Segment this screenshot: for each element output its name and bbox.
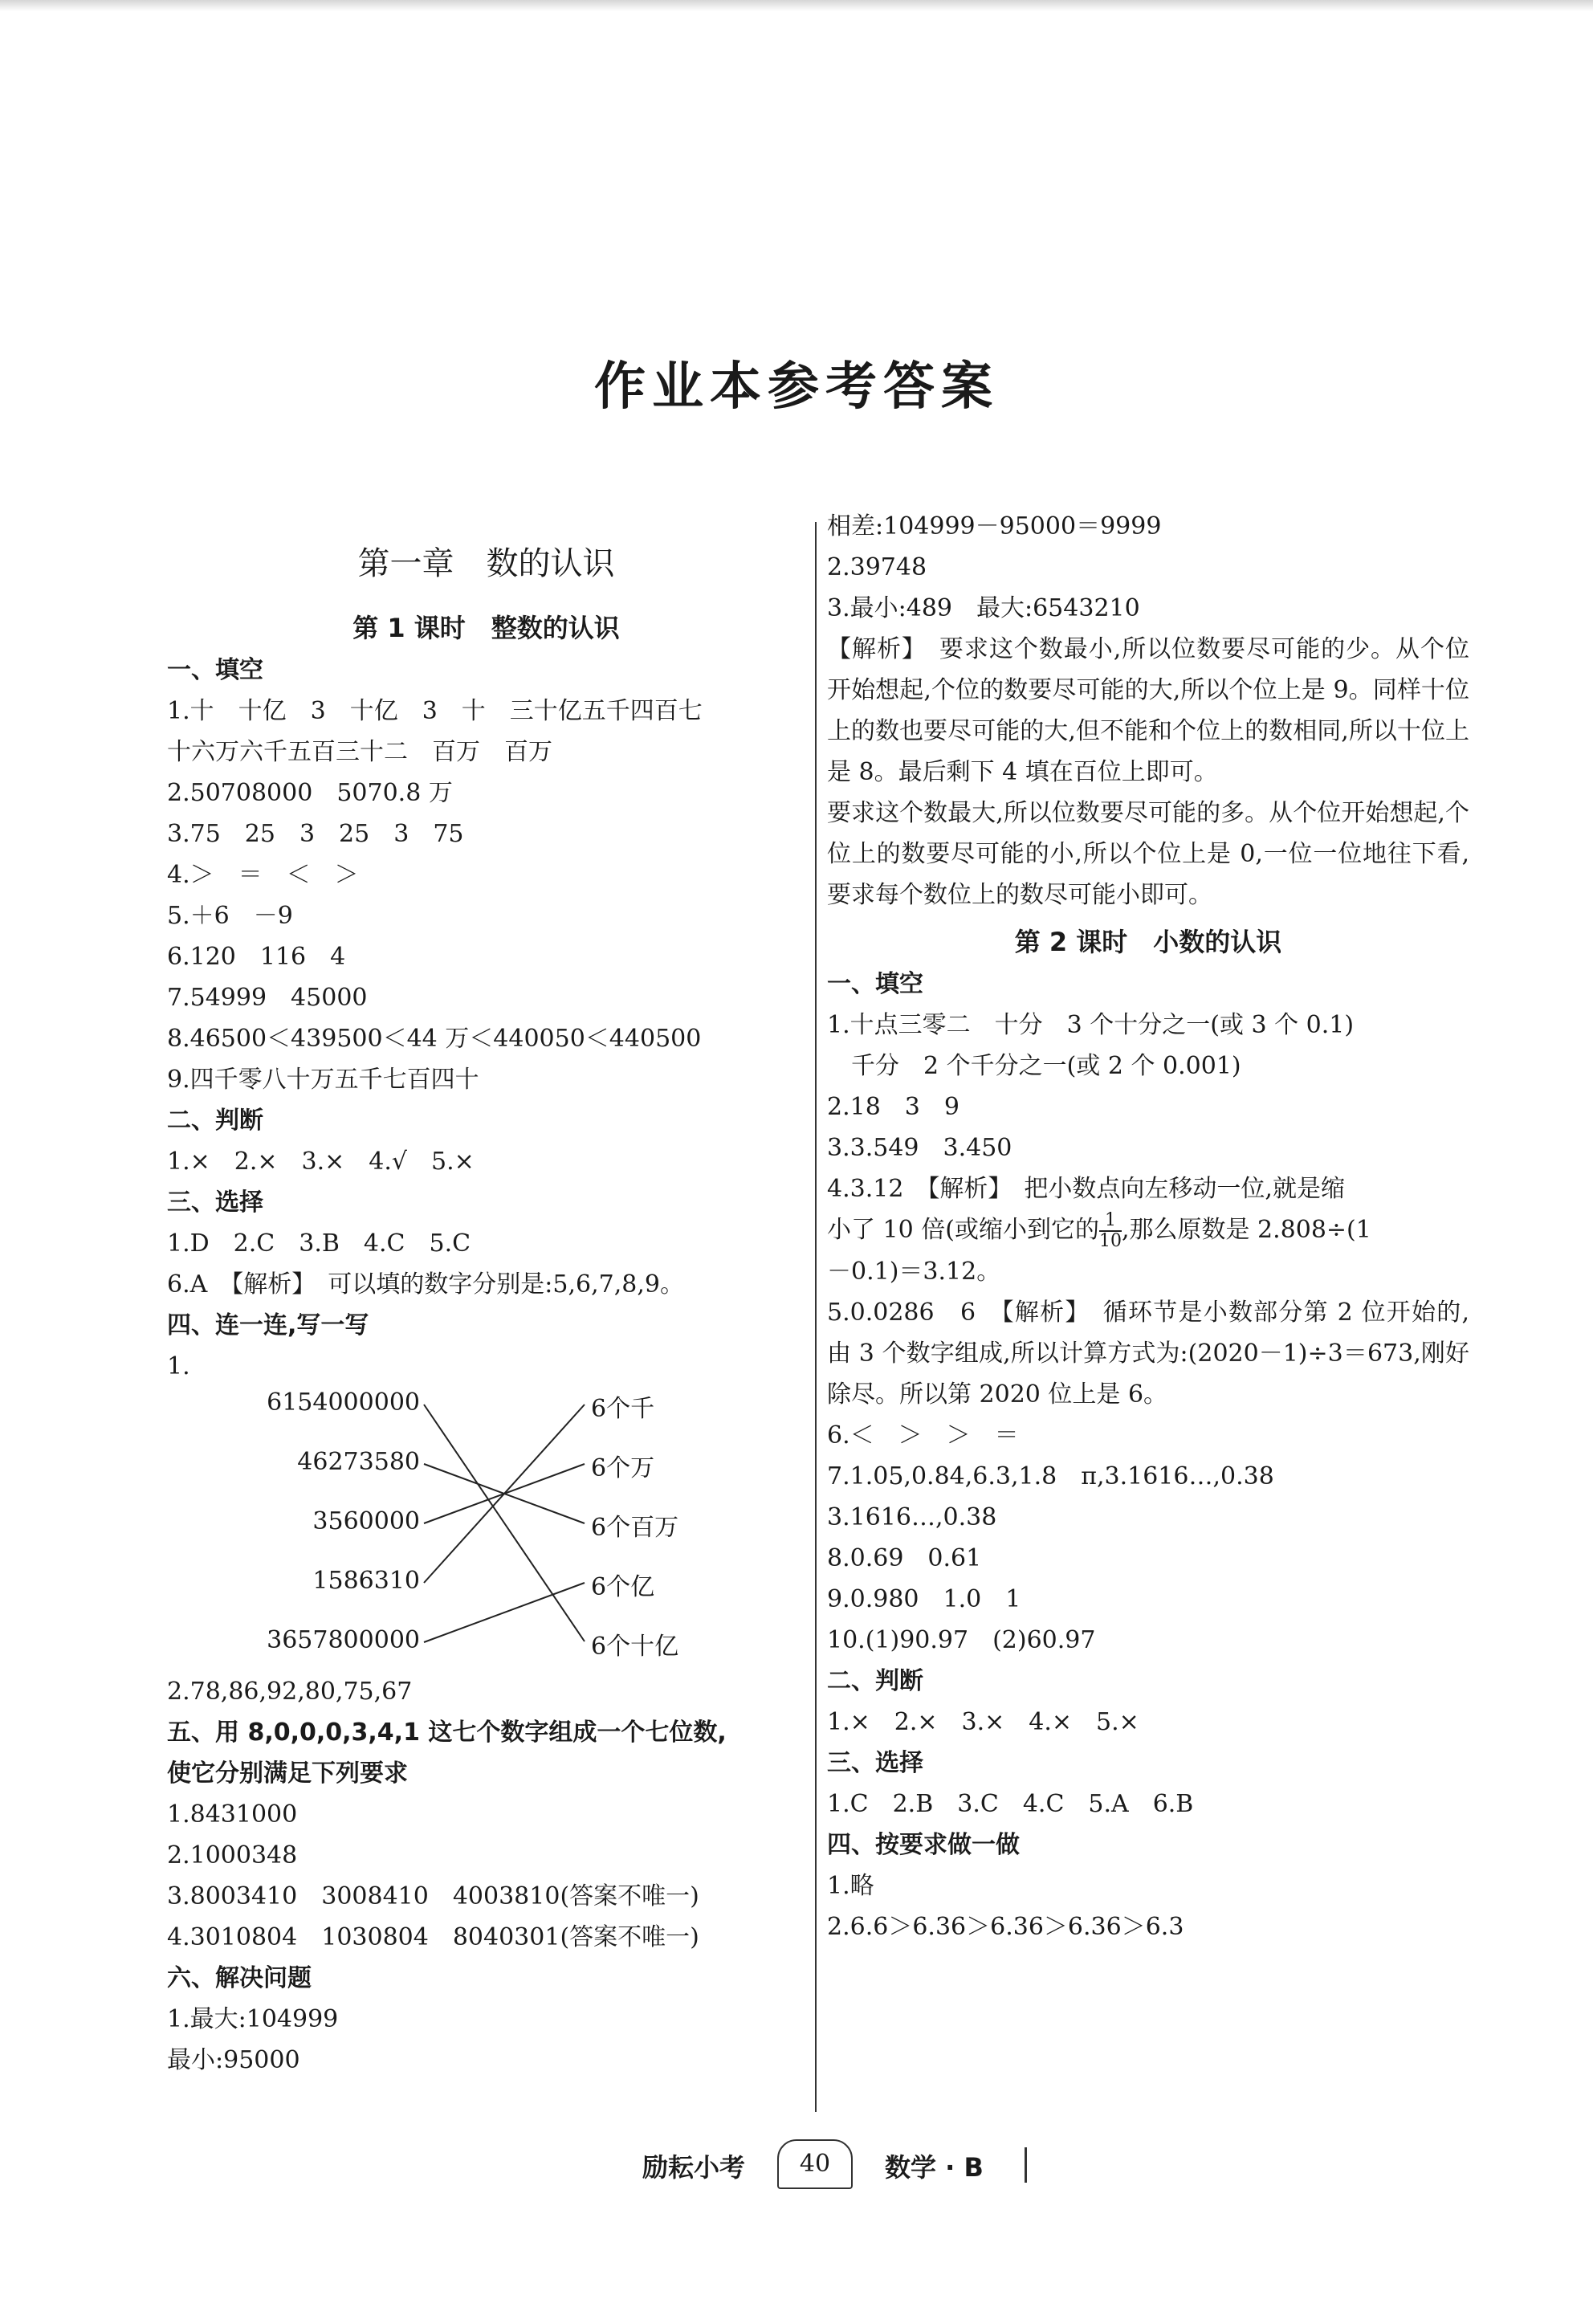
answer-line: 1.十 十亿 3 十亿 3 十 三十亿五千四百七: [167, 697, 703, 725]
section-choice: 三、选择: [167, 1189, 263, 1217]
section-choice: 三、选择: [827, 1749, 923, 1777]
footer-brand: 励耘小考: [642, 2152, 746, 2183]
answer-line: 2.39748: [827, 553, 927, 581]
section-solve: 六、解决问题: [167, 1964, 312, 1992]
answer-line-fraction: [827, 1209, 1469, 1251]
answer-line: 1.: [167, 1352, 190, 1380]
answer-line: 2.50708000 5070.8 万: [167, 779, 453, 807]
section-do-as-required: 四、按要求做一做: [827, 1831, 1020, 1859]
match-right-item: 6个十亿: [591, 1633, 679, 1661]
chapter-title: 第一章 数的认识: [357, 545, 615, 582]
answer-line: 9.四千零八十万五千七百四十: [167, 1066, 479, 1094]
match-line: [424, 1405, 585, 1641]
section-judge: 二、判断: [827, 1667, 923, 1695]
matching-diagram: [167, 1388, 805, 1670]
match-left-item: 3657800000: [267, 1626, 420, 1654]
match-line: [424, 1583, 585, 1642]
answer-line: 1.十点三零二 十分 3 个十分之一(或 3 个 0.1): [827, 1011, 1355, 1039]
answer-line: 9.0.980 1.0 1: [827, 1585, 1021, 1613]
answer-line: 1.× 2.× 3.× 4.√ 5.×: [167, 1148, 475, 1176]
answer-line: 8.46500＜439500＜44 万＜440050＜440500: [167, 1025, 702, 1053]
answer-line: 2.78,86,92,80,75,67: [167, 1678, 413, 1706]
section-judge: 二、判断: [167, 1107, 263, 1135]
answer-line: 2.6.6＞6.36＞6.36＞6.36＞6.3: [827, 1913, 1184, 1941]
section-compose-number-cont: 使它分别满足下列要求: [167, 1759, 408, 1788]
answer-line: 3.3.549 3.450: [827, 1134, 1012, 1162]
section-matching: 四、连一连,写一写: [167, 1311, 369, 1339]
text-segment: 小了 10 倍(或缩小到它的: [827, 1216, 1099, 1244]
section-fill-blank: 一、填空: [167, 656, 263, 684]
answer-paragraph: 5.0.0286 6 【解析】 循环节是小数部分第 2 位开始的,由 3 个数字组成,所以计算方式为:(2020－1)÷3＝673,刚好除尽。所以第 2020 位上是 6。: [827, 1299, 1469, 1409]
answer-line: 7.1.05,0.84,6.3,1.8 π,3.1616…,0.38: [827, 1462, 1274, 1490]
footer-subject: 数学 · B: [885, 2152, 984, 2183]
answer-line: 1.C 2.B 3.C 4.C 5.A 6.B: [827, 1790, 1194, 1818]
match-right-item: 6个千: [591, 1395, 655, 1423]
match-left-item: 46273580: [297, 1448, 420, 1476]
answer-line: 4.3.12 【解析】 把小数点向左移动一位,就是缩: [827, 1175, 1345, 1203]
answer-line: 1.略: [827, 1872, 874, 1900]
answer-line: 7.54999 45000: [167, 984, 368, 1012]
answer-line: 1.D 2.C 3.B 4.C 5.C: [167, 1229, 471, 1258]
page-title: 作业本参考答案: [594, 357, 999, 417]
answer-line: 1.8431000: [167, 1800, 298, 1829]
answer-line: 10.(1)90.97 (2)60.97: [827, 1626, 1096, 1654]
answer-line: 8.0.69 0.61: [827, 1544, 982, 1572]
answer-line: 6.＜ ＞ ＞ ＝: [827, 1421, 1019, 1449]
page-number: 40: [777, 2139, 853, 2189]
answer-line: 3.8003410 3008410 4003810(答案不唯一): [167, 1882, 699, 1910]
fraction-numerator: 1: [1099, 1211, 1122, 1232]
footer-rule: [1025, 2147, 1027, 2183]
analysis-paragraph: 【解析】 要求这个数最小,所以位数要尽可能的少。从个位开始想起,个位的数要尽可能的大,所以个位上是 9。同样十位上的数也要尽可能的大,但不能和个位上的数相同,所以十位上是 8。最后剩下 4 填在百位上即可。: [827, 635, 1469, 786]
answer-line: 4.3010804 1030804 8040301(答案不唯一): [167, 1923, 699, 1951]
top-edge-shading: [0, 0, 1593, 11]
lesson-1-title: 第 1 课时 整数的认识: [352, 613, 620, 643]
answer-line: 2.1000348: [167, 1841, 298, 1869]
answer-line: 最小:95000: [167, 2046, 300, 2074]
match-right-item: 6个亿: [591, 1573, 655, 1601]
answer-line: 3.75 25 3 25 3 75: [167, 820, 464, 848]
section-fill-blank: 一、填空: [827, 970, 923, 998]
page-footer: [0, 2136, 1593, 2200]
fraction-denominator: 10: [1098, 1231, 1122, 1251]
match-line: [424, 1405, 585, 1583]
left-column: [167, 506, 805, 2081]
answer-line: －0.1)＝3.12。: [827, 1258, 1001, 1286]
text-segment: ,那么原数是 2.808÷(1: [1121, 1216, 1371, 1244]
matching-lines: [167, 1388, 805, 1670]
answer-line: 1.× 2.× 3.× 4.× 5.×: [827, 1708, 1139, 1736]
match-right-item: 6个万: [591, 1454, 655, 1482]
section-compose-number: 五、用 8,0,0,0,3,4,1 这七个数字组成一个七位数,: [167, 1719, 727, 1747]
match-left-item: 1586310: [312, 1567, 420, 1595]
answer-line: 3.1616…,0.38: [827, 1503, 997, 1531]
fraction: [1099, 1211, 1122, 1251]
answer-line: 4.＞ ＝ ＜ ＞: [167, 861, 359, 889]
lesson-2-title: 第 2 课时 小数的认识: [1014, 927, 1282, 957]
answer-line: 2.18 3 9: [827, 1093, 959, 1121]
answer-line: 3.最小:489 最大:6543210: [827, 594, 1140, 622]
answer-line: 6.A 【解析】 可以填的数字分别是:5,6,7,8,9。: [167, 1270, 684, 1299]
column-divider: [815, 522, 817, 2112]
answer-line: 5.＋6 －9: [167, 902, 293, 930]
answer-line: 千分 2 个千分之一(或 2 个 0.001): [827, 1052, 1241, 1080]
match-right-item: 6个百万: [591, 1514, 679, 1542]
right-column: [827, 506, 1469, 1947]
answer-line: 6.120 116 4: [167, 943, 346, 971]
match-left-item: 3560000: [312, 1507, 420, 1535]
match-left-item: 6154000000: [267, 1388, 420, 1417]
answer-line: 1.最大:104999: [167, 2005, 339, 2033]
analysis-paragraph: 要求这个数最大,所以位数要尽可能的多。从个位开始想起,个位上的数要尽可能的小,所以个位上是 0,一位一位地往下看,要求每个数位上的数尽可能小即可。: [827, 799, 1469, 909]
answer-line: 相差:104999－95000＝9999: [827, 512, 1162, 540]
answer-line: 十六万六千五百三十二 百万 百万: [167, 738, 552, 766]
